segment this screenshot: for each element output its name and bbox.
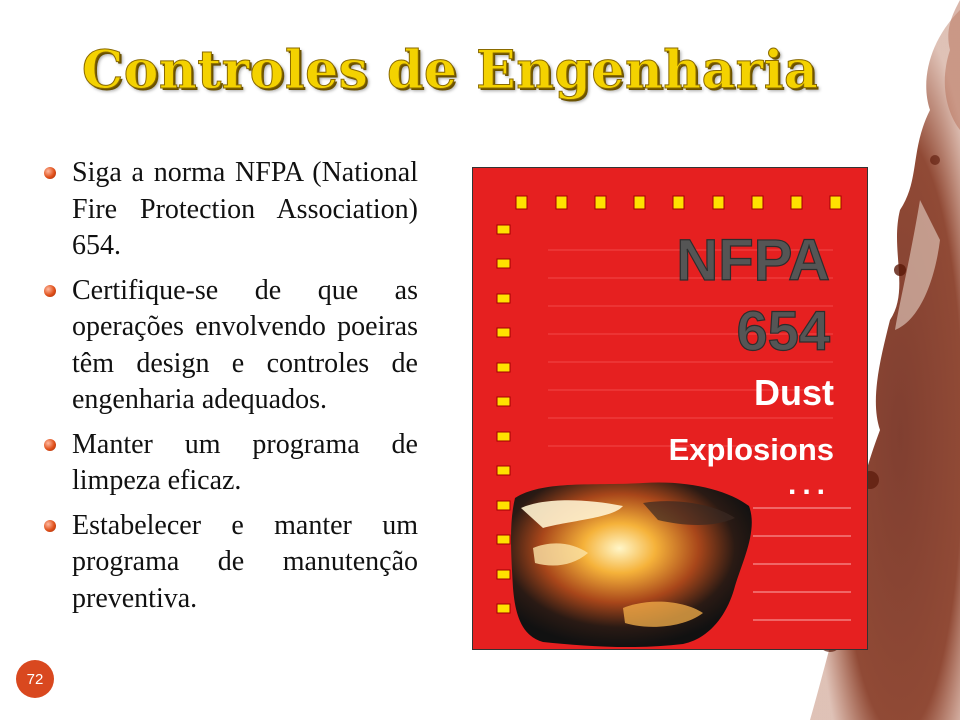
top-square-row: [516, 196, 841, 209]
cover-title-nfpa: NFPA: [676, 228, 830, 293]
bullet-icon: [44, 520, 56, 532]
left-square-column: [497, 225, 510, 613]
bullet-item: [40, 508, 418, 618]
bullet-text: Estabelecer e manter um programa de manutenção preventiva.: [72, 509, 418, 614]
cover-artwork: [473, 168, 867, 649]
cover-ellipsis: ...: [787, 468, 831, 501]
bullet-item: [40, 155, 418, 265]
bullet-icon: [44, 167, 56, 179]
slide-title: Controles de Engenharia: [81, 40, 819, 101]
bullet-text: Manter um programa de limpeza eficaz.: [72, 428, 418, 496]
cover-title-number: 654: [736, 299, 830, 362]
cover-subtitle-explosions: Explosions: [668, 432, 834, 467]
bullet-icon: [44, 285, 56, 297]
bullet-item: [40, 273, 418, 419]
bullet-list: [40, 155, 418, 625]
bullet-icon: [44, 439, 56, 451]
nfpa-654-cover-image: [472, 167, 868, 650]
bullet-item: [40, 427, 418, 500]
bullet-text: Siga a norma NFPA (National Fire Protection Association) 654.: [72, 157, 418, 261]
cover-subtitle-dust: Dust: [754, 372, 834, 413]
page-number-badge: 72: [16, 660, 54, 698]
bullet-text: Certifique-se de que as operações envolvendo poeiras têm design e controles de engenharia adequados.: [72, 274, 418, 415]
